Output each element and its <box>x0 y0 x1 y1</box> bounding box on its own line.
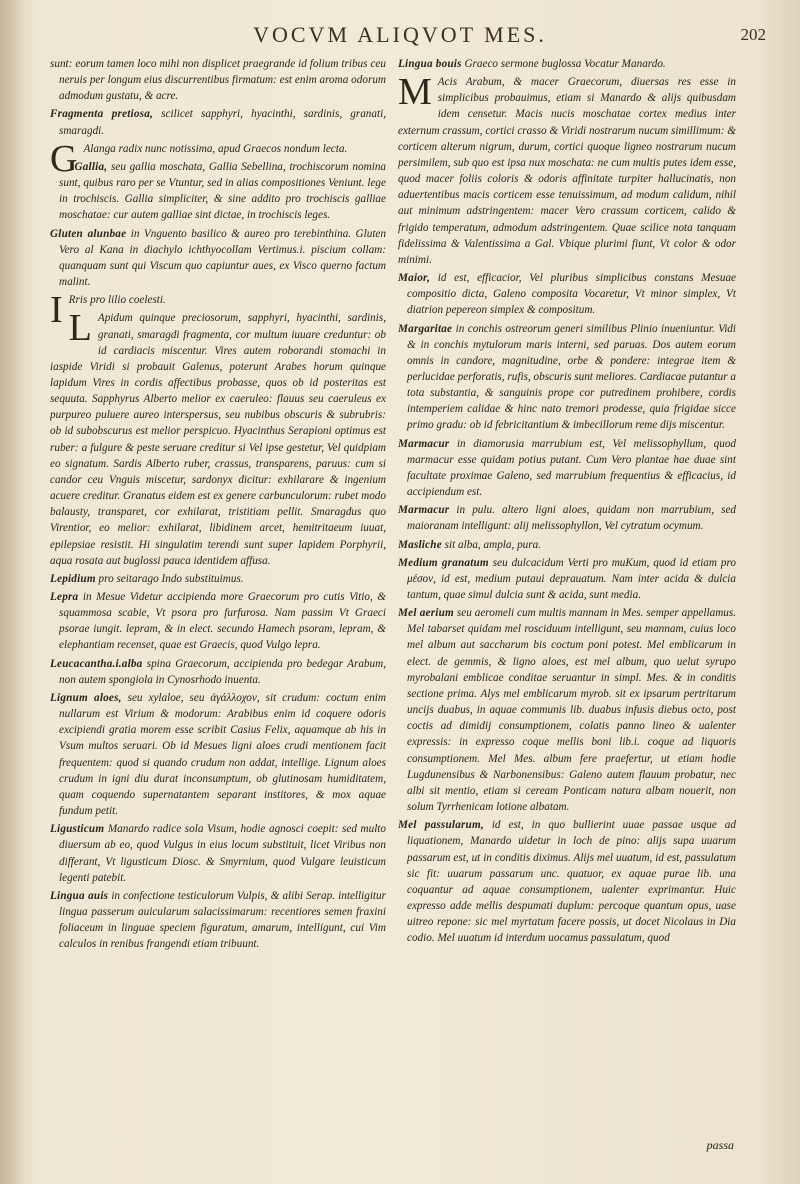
running-title: VOCVM ALIQVOT MES. <box>253 22 547 47</box>
entry <box>398 605 736 815</box>
drop-initial: M <box>398 71 432 114</box>
entry <box>50 821 386 886</box>
entry-lemma: Gluten alunbae <box>50 227 127 240</box>
entry <box>398 555 736 603</box>
catchword: passa <box>706 1138 734 1152</box>
entry-lemma: Lignum aloes, <box>50 691 122 704</box>
entry-text: in Vnguento basilico & aureo pro terebinthina. Gluten Vero al Kana in diachylo ichthyocollam Vertimus.i. piscium collam: quanquam sunt qui Viscum quo capiuntur aues, ex Visco querno factum malint. <box>59 227 386 289</box>
entry-text: Acis Arabum, & macer Graecorum, diuersas res esse in simplicibus probauimus, etiam si Manardo & alijs quibusdam idem censetur. Macis nucis moschatae cortex medius inter externum crassum, cortici crasso & Viridi nostrarum nucum simillimum: & corticem alterum nigrum, durum, cortici quoque ligneo nostrarum nucum persimilem, sub quo est ipsa nux moschata: ne cum multis putes idem esse, quod macer foliis coloris & odoris affinitate turpiter hallucinatis, non aduertentibus macis corticem esse tenuissimum, ad modum calidum, nihil aut minimum adstringentem: macer Vero crassum corticem, calido & frigido temperatum, admodum adstringentem. Quae scilice nota tanquam fidelissima & Valentissima a Gal. Vbique plurimi fiunt, Vt color & odor minimi. <box>398 76 736 266</box>
entry <box>50 159 386 224</box>
entry-text: Apidum quinque preciosorum, sapphyri, hyacinthi, sardinis, granati, smaragdi fragmenta, cor multum iuuare creduntur: ob id cardiacis miscentur. Vires autem roborandi stomachi in iaspide Viridi si probauit Galenus, poterunt Arabes horum quinque lapidum Vires in cordis affectibus probasse, quos ob id posteritas est sequuta. Sapphyrus Alberto melior ex caeruleo: flauus seu caeruleus ex purpureo puluere aureo interspersus, seu nubibus obscuris & subrubris: ob id subobscurus est melior perspicuo. Hyacinthus Serapioni optimus est ruber: a fulgure & peste seruare creditur si Vel ipse gestetur, Vel quidpiam eo signatum. Sardis Alberto ruber, crassus, transparens, paruus: cum si candor ceu Vnguis miscetur, sardonyx dicitur: exhilarare & ingenium acuere creditur. Granatus eidem est ex genere carbunculorum: rubet modo balausty, transparet, cor exhilarat, tristitiam pellit. Smaragdus quo Virentior, eo melior: exhilarat, libidinem arcet, hemitritaeum iuuat, epilepsiae resistit. Hi singulatim terendi sunt super lapidem Porphyrii, aqua rosata aut buglossi pauca identidem affusa. <box>50 312 386 567</box>
right-column <box>398 56 736 1136</box>
entry <box>50 690 386 819</box>
entry-lemma: Mel aerium <box>398 607 454 620</box>
entry-lemma: Mel passularum, <box>398 819 484 832</box>
entry <box>398 270 736 318</box>
entry-text: Rris pro lilio coelesti. <box>68 294 166 307</box>
entry-text: seu xylaloe, seu ἀγάλλοχον, sit crudum: coctum enim nullarum est Virium & modorum: Arabibus enim id coquere odoris excipiendi gratia morem esse scribit Casius Felix, aquamque ab his in Vsum multos seruari. Ob id Mesues ligni aloes crudi mentionem facit frequentem: quod si quando crudum non addat, intellige. Lignum aloes crudum in igni diu durat inconsumptum, ob glutinosam humiditatem, quam coquendo supernatantem separant institores, & mox aquae fundum petit. <box>59 691 386 818</box>
entry-lemma: Masliche <box>398 538 442 551</box>
page-number: 202 <box>740 25 766 44</box>
entry-text: in diamorusia marrubium est, Vel melissophyllum, quod marmacur esse quidam potius putant. Cum Vero plantae hae duae sint facultate proximae Galeno, sed marrubium frequentius & efficacius, id accipiendum est. <box>407 437 736 499</box>
entry-text: in conchis ostreorum generi similibus Plinio inueniuntur. Vidi & in conchis mytulorum maris interni, sed paruas. Dos autem eorum omnis in candore, magnitudine, orbe & pondere: integrae item & perlucidae perforatis, rufis, obscuris sunt meliores. Cardiacae putantur a tota substantia, & sanguinis prope cor putredinem prohibere, cordis intemperiem calidae & hinc nato tremori prodesse, quia frigidae sicce primo gradu: ob id febricitantium & imbecillorum reme dijs miscentur. <box>407 322 736 432</box>
entry <box>50 56 386 104</box>
entry <box>50 656 386 688</box>
entry <box>50 888 386 953</box>
entry <box>50 571 386 587</box>
entry <box>50 106 386 138</box>
entry <box>50 589 386 654</box>
entry-lemma: Lingua auis <box>50 889 109 902</box>
running-head <box>0 22 800 50</box>
entry <box>398 436 736 501</box>
entry-text: seu dulcacidum Verti pro muKum, quod id etiam pro μέσον, id est, medium putaui deprauatum. Nam inter acida & dulcia tantum, quae simul dulcia sunt & acida, sunt media. <box>407 556 736 601</box>
entry-lemma: Margaritae <box>398 322 453 335</box>
entry-lemma: Leucacantha.i.alba <box>50 657 143 670</box>
entry-lemma: Lingua bouis <box>398 58 462 70</box>
entry-text: in Mesue Videtur accipienda more Graecorum pro cutis Vitio, & squammosa scabie, Vt psora pro furfurosa. Nam passim Vt Graeci psorae iungit. lepram, & in elect. secundo Hamech psoram, lepram, & elephantiam recenset, quae est Graecis, quod Vulgo lepra. <box>59 591 386 652</box>
drop-initial: G <box>50 137 78 180</box>
entry-lemma: Fragmenta pretiosa, <box>50 108 154 121</box>
entry-text: scilicet sapphyri, hyacinthi, sardinis, granati, smaragdi. <box>59 108 386 137</box>
entry-lemma: Marmacur <box>398 504 450 517</box>
entry-text: pro seitarago Indo substituimus. <box>98 572 244 585</box>
left-column <box>50 56 386 1136</box>
entry-text: seu aeromeli cum multis mannam in Mes. semper appellamus. Mel tabarset quidam mel rosciduum intelligunt, seu mannam, cuius loco mel album aut saccharum bis coctum poni potest. Mel emblicarum in elect. de gemmis, & ligno aloes, est mel album, quo uelut syrupo myrobalani emblicae conditae seruantur in simpl. Mes. & in conditis sectione prima. Alys mel emblicarum myrob. sit ex ipsarum pertritarum uncijs duabus, in aquae communis lib. duabus infusis diebus octo, post coctis ad dimidij consumptionem, colatis panno lineo & ualenter expressis: in expresso coque mellis boni lib.i. coque ad liquoris consumptionem. Mel Mes. album fere praefertur, ut etiam hodie Lugdunensibus & Narbonensibus: Galeno autem flauum probatur, nec albi sit mentio, etiam si ceream Ponticam natura albam nouerit, non solum Tyrrhenicam lotione albatam. <box>407 607 736 814</box>
entry-text: Manardo radice sola Visum, hodie agnosci coepit: sed multo diuersum ab eo, quod Vulgus in eius locum substituit, licet Viribus non differant, Vt ligusticum Diosc. & Smyrnium, quod Vulgare leuisticum legenti patebit. <box>59 823 386 884</box>
entry <box>398 502 736 534</box>
entry-lemma: Gallia, <box>74 160 108 173</box>
entry-lemma: Maior, <box>398 272 430 285</box>
entry-text: sunt: eorum tamen loco mihi non displicet praegrande id folium tribus ceu neruis per longum eius discurrentibus firmatum: est enim aroma odorum admodum gustatu, & acre. <box>50 58 386 103</box>
drop-initial: I <box>50 289 63 332</box>
drop-initial: L <box>68 307 92 350</box>
entry-lemma: Marmacur <box>398 437 450 450</box>
entry-text: seu gallia moschata, Gallia Sebellina, trochiscorum nomina sunt, quibus raro per se Vtuntur, sed in alias compositiones Veniunt. lege in trochiscis. Gallia simpliciter, & sine addito pro trochiscis galliae moschatae: cur autem galliae sint dictae, in trochiscis leges. <box>59 160 386 222</box>
entry <box>398 71 736 268</box>
entry <box>398 817 736 946</box>
entry-text: Alanga radix nunc notissima, apud Graecos nondum lecta. <box>83 142 348 155</box>
entry-text: in pulu. altero ligni aloes, quidam non marrubium, sed maioranam intelligunt: alij melissophyllon, Vel cytratum ocymum. <box>407 504 736 533</box>
entry <box>50 226 386 291</box>
entry-text: sit alba, ampla, pura. <box>444 538 542 551</box>
entry-lemma: Lepidium <box>50 572 96 585</box>
entry-text: Graeco sermone buglossa Vocatur Manardo. <box>464 58 666 70</box>
entry-lemma: Lepra <box>50 591 79 603</box>
entry <box>398 56 736 72</box>
gutter-shadow <box>0 0 26 1184</box>
entry-text: spina Graecorum, accipienda pro bedegar Arabum, non autem spongiola in Cynosrhodo inuenta. <box>59 657 386 686</box>
entry <box>398 537 736 553</box>
entry-lemma: Ligusticum <box>50 823 105 836</box>
entry-text: in confectione testiculorum Vulpis, & alibi Serap. intelligitur lingua passerum auicularum salacissimarum: recentiores semen fraxini foliaceum in linguae speciem figuratum, amarum, intelligunt, cui Vim calculos in renibus frangendi etiam tribuunt. <box>59 889 386 951</box>
entry-text: id est, efficacior, Vel pluribus simplicibus constans Mesuae compositio dicta, Galeno composita Vocaretur, Vt minor simplex, Vt diatrion pepereon simplex & compositum. <box>407 272 736 317</box>
entry-lemma: Medium granatum <box>398 556 489 569</box>
entry <box>398 321 736 434</box>
entry-text: id est, in quo bullierint uuae passae usque ad liquationem, Manardo uidetur in loch de pino: alijs supa uuarum passarum est, ut in conditis diximus. Alijs mel uuatum, id est, passulatum sic fit: uuarum passarum unc. quatuor, ex aquae purae lib. una coquantur ad aquae consumptionem, ualenter exprimantur. Huic expresso adde mellis despumati duplum: percoque quantum opus, uase uitreo repone: sic mel myrtatum facere possis, ut docet Nicolaus in Dia codio. Mel uuatum id interdum uocamus passulatum, quod <box>407 819 736 945</box>
entry <box>50 289 386 332</box>
entry <box>50 307 386 569</box>
